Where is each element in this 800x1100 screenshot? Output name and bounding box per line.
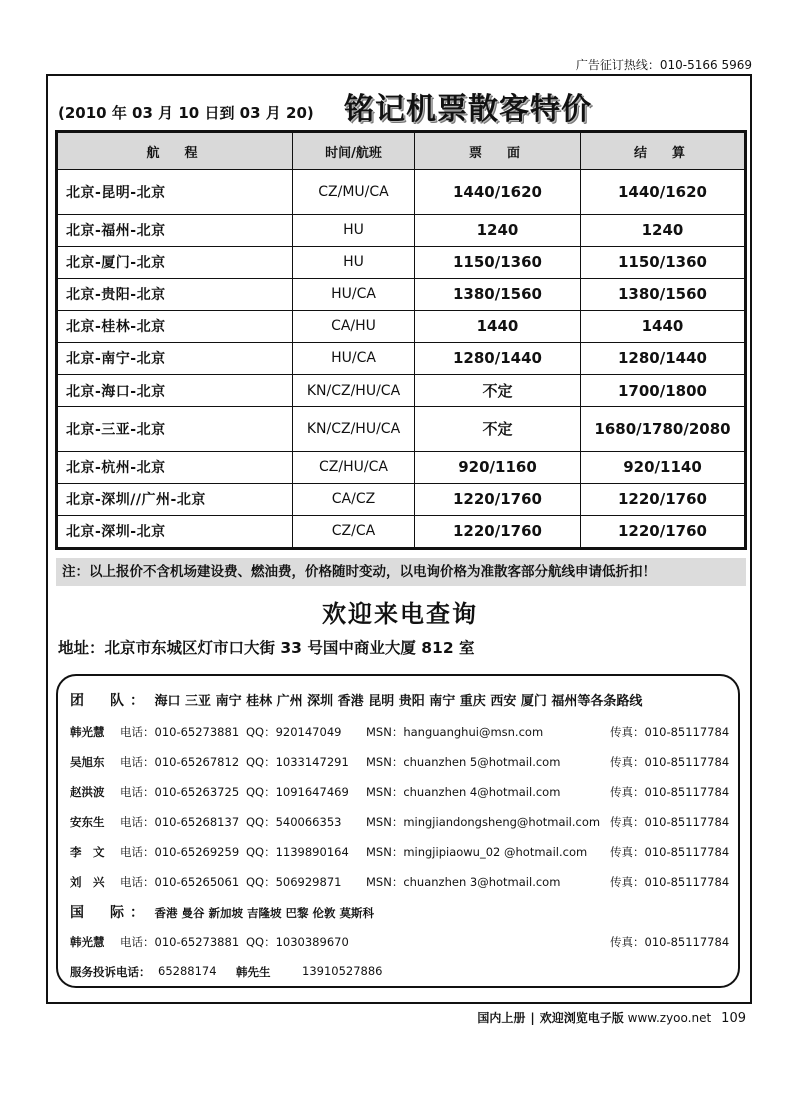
route-cell: 北京-深圳-北京 [57, 515, 293, 548]
contact-msn: MSN：hanguanghui@msn.com [366, 725, 544, 739]
header-route: 航 程 [57, 132, 293, 170]
settle-cell: 1150/1360 [581, 246, 746, 278]
contact-fax: 传真：010-85117784 [610, 815, 730, 829]
contact-row [70, 874, 736, 890]
header-settle: 结 算 [581, 132, 746, 170]
table-row [57, 246, 746, 278]
contact-name: 安东生 [70, 815, 105, 829]
fare-cell: 1220/1760 [415, 483, 581, 515]
contact-fax: 传真：010-85117784 [610, 875, 730, 889]
route-cell: 北京-厦门-北京 [57, 246, 293, 278]
fare-cell: 920/1160 [415, 451, 581, 483]
settle-cell: 1240 [581, 214, 746, 246]
header-flight: 时间/航班 [293, 132, 415, 170]
page-title: 铭记机票散客特价 [344, 92, 592, 127]
page-footer [477, 1009, 746, 1026]
intl-label: 国 际： [70, 905, 150, 921]
contact-phone: 电话：010-65273881 [120, 935, 240, 949]
fare-cell: 不定 [415, 407, 581, 452]
contact-qq: QQ：1091647469 [246, 785, 349, 799]
contact-qq: QQ：920147049 [246, 725, 342, 739]
route-cell: 北京-昆明-北京 [57, 170, 293, 215]
flight-cell: HU [293, 214, 415, 246]
flight-cell: CA/HU [293, 310, 415, 342]
flight-cell: CA/CZ [293, 483, 415, 515]
fare-cell: 1380/1560 [415, 278, 581, 310]
contact-fax: 传真：010-85117784 [610, 755, 730, 769]
contact-qq: QQ：1030389670 [246, 935, 349, 949]
footer-url: www.zyoo.net [627, 1011, 712, 1025]
contact-msn: MSN：chuanzhen 5@hotmail.com [366, 755, 561, 769]
contact-msn: MSN：chuanzhen 4@hotmail.com [366, 785, 561, 799]
contact-fax: 传真：010-85117784 [610, 725, 730, 739]
fare-cell: 1150/1360 [415, 246, 581, 278]
contact-row [70, 784, 736, 800]
flight-cell: HU/CA [293, 278, 415, 310]
intl-contact-row [70, 934, 736, 950]
contact-phone: 电话：010-65265061 [120, 875, 240, 889]
contact-phone: 电话：010-65267812 [120, 755, 240, 769]
contact-msn: MSN：chuanzhen 3@hotmail.com [366, 875, 561, 889]
route-cell: 北京-桂林-北京 [57, 310, 293, 342]
contact-fax: 传真：010-85117784 [610, 845, 730, 859]
contact-phone: 电话：010-65268137 [120, 815, 240, 829]
welcome-heading: 欢迎来电查询 [322, 600, 478, 628]
table-row [57, 278, 746, 310]
intl-routes-line [70, 902, 374, 922]
contact-row [70, 814, 736, 830]
contact-phone: 电话：010-65269259 [120, 845, 240, 859]
flight-cell: KN/CZ/HU/CA [293, 374, 415, 406]
contact-phone: 电话：010-65263725 [120, 785, 240, 799]
group-label: 团 队： [70, 693, 150, 709]
route-cell: 北京-三亚-北京 [57, 407, 293, 452]
fare-cell: 1440/1620 [415, 170, 581, 215]
settle-cell: 1440 [581, 310, 746, 342]
contact-name: 李 文 [70, 845, 105, 859]
fare-cell: 1240 [415, 214, 581, 246]
flight-cell: CZ/CA [293, 515, 415, 548]
flight-cell: CZ/MU/CA [293, 170, 415, 215]
table-row [57, 483, 746, 515]
table-row [57, 214, 746, 246]
contact-name: 吴旭东 [70, 755, 105, 769]
contact-fax: 传真：010-85117784 [610, 785, 730, 799]
contact-phone: 电话：010-65273881 [120, 725, 240, 739]
flight-cell: HU [293, 246, 415, 278]
contact-qq: QQ：540066353 [246, 815, 342, 829]
table-row [57, 515, 746, 548]
contact-msn: MSN：mingjiandongsheng@hotmail.com [366, 815, 601, 829]
complaint-mobile: 13910527886 [302, 964, 383, 978]
contact-row [70, 844, 736, 860]
complaint-phone: 65288174 [158, 964, 217, 978]
group-routes: 海口 三亚 南宁 桂林 广州 深圳 香港 昆明 贵阳 南宁 重庆 西安 厦门 福州等各条路线 [154, 694, 643, 709]
route-cell: 北京-南宁-北京 [57, 342, 293, 374]
ad-hotline: 广告征订热线：010-5166 5969 [575, 58, 752, 72]
settle-cell: 1220/1760 [581, 483, 746, 515]
intl-routes: 香港 曼谷 新加坡 吉隆坡 巴黎 伦敦 莫斯科 [154, 906, 375, 920]
group-routes-line [70, 690, 642, 710]
route-cell: 北京-福州-北京 [57, 214, 293, 246]
complaint-row [70, 964, 736, 980]
contact-qq: QQ：1139890164 [246, 845, 349, 859]
contact-box [56, 674, 740, 988]
settle-cell: 1220/1760 [581, 515, 746, 548]
route-cell: 北京-海口-北京 [57, 374, 293, 406]
contact-fax: 传真：010-85117784 [610, 935, 730, 949]
settle-cell: 1700/1800 [581, 374, 746, 406]
flight-cell: KN/CZ/HU/CA [293, 407, 415, 452]
complaint-label: 服务投诉电话： [70, 965, 151, 979]
contact-name: 韩光慧 [70, 935, 105, 949]
contact-row [70, 724, 736, 740]
table-row [57, 170, 746, 215]
office-address: 地址：北京市东城区灯市口大街 33 号国中商业大厦 812 室 [58, 639, 475, 657]
fare-cell: 不定 [415, 374, 581, 406]
complaint-name: 韩先生 [236, 965, 271, 979]
table-header-row [57, 132, 746, 170]
contact-msn: MSN：mingjipiaowu_02 @hotmail.com [366, 845, 588, 859]
date-range: (2010 年 03 月 10 日到 03 月 20) [58, 104, 314, 122]
header-fare: 票 面 [415, 132, 581, 170]
contact-name: 刘 兴 [70, 875, 105, 889]
heading [58, 84, 748, 130]
contact-qq: QQ：1033147291 [246, 755, 349, 769]
contact-row [70, 754, 736, 770]
route-cell: 北京-贵阳-北京 [57, 278, 293, 310]
route-cell: 北京-深圳//广州-北京 [57, 483, 293, 515]
footer-slogan: 欢迎浏览电子版 [539, 1011, 624, 1025]
settle-cell: 1380/1560 [581, 278, 746, 310]
footer-book: 国内上册 [477, 1011, 526, 1025]
route-cell: 北京-杭州-北京 [57, 451, 293, 483]
fare-table [55, 130, 747, 550]
contact-name: 赵洪波 [70, 785, 105, 799]
fare-cell: 1280/1440 [415, 342, 581, 374]
table-row [57, 374, 746, 406]
settle-cell: 920/1140 [581, 451, 746, 483]
fare-cell: 1440 [415, 310, 581, 342]
page-number: 109 [721, 1011, 746, 1026]
table-row [57, 407, 746, 452]
table-row [57, 342, 746, 374]
contact-name: 韩光慧 [70, 725, 105, 739]
price-note: 注：以上报价不含机场建设费、燃油费，价格随时变动，以电询价格为准散客部分航线申请低折扣！ [56, 558, 746, 586]
settle-cell: 1280/1440 [581, 342, 746, 374]
contact-qq: QQ：506929871 [246, 875, 342, 889]
flight-cell: HU/CA [293, 342, 415, 374]
settle-cell: 1680/1780/2080 [581, 407, 746, 452]
fare-cell: 1220/1760 [415, 515, 581, 548]
flight-cell: CZ/HU/CA [293, 451, 415, 483]
footer-separator: | [530, 1011, 535, 1025]
table-row [57, 310, 746, 342]
settle-cell: 1440/1620 [581, 170, 746, 215]
table-row [57, 451, 746, 483]
